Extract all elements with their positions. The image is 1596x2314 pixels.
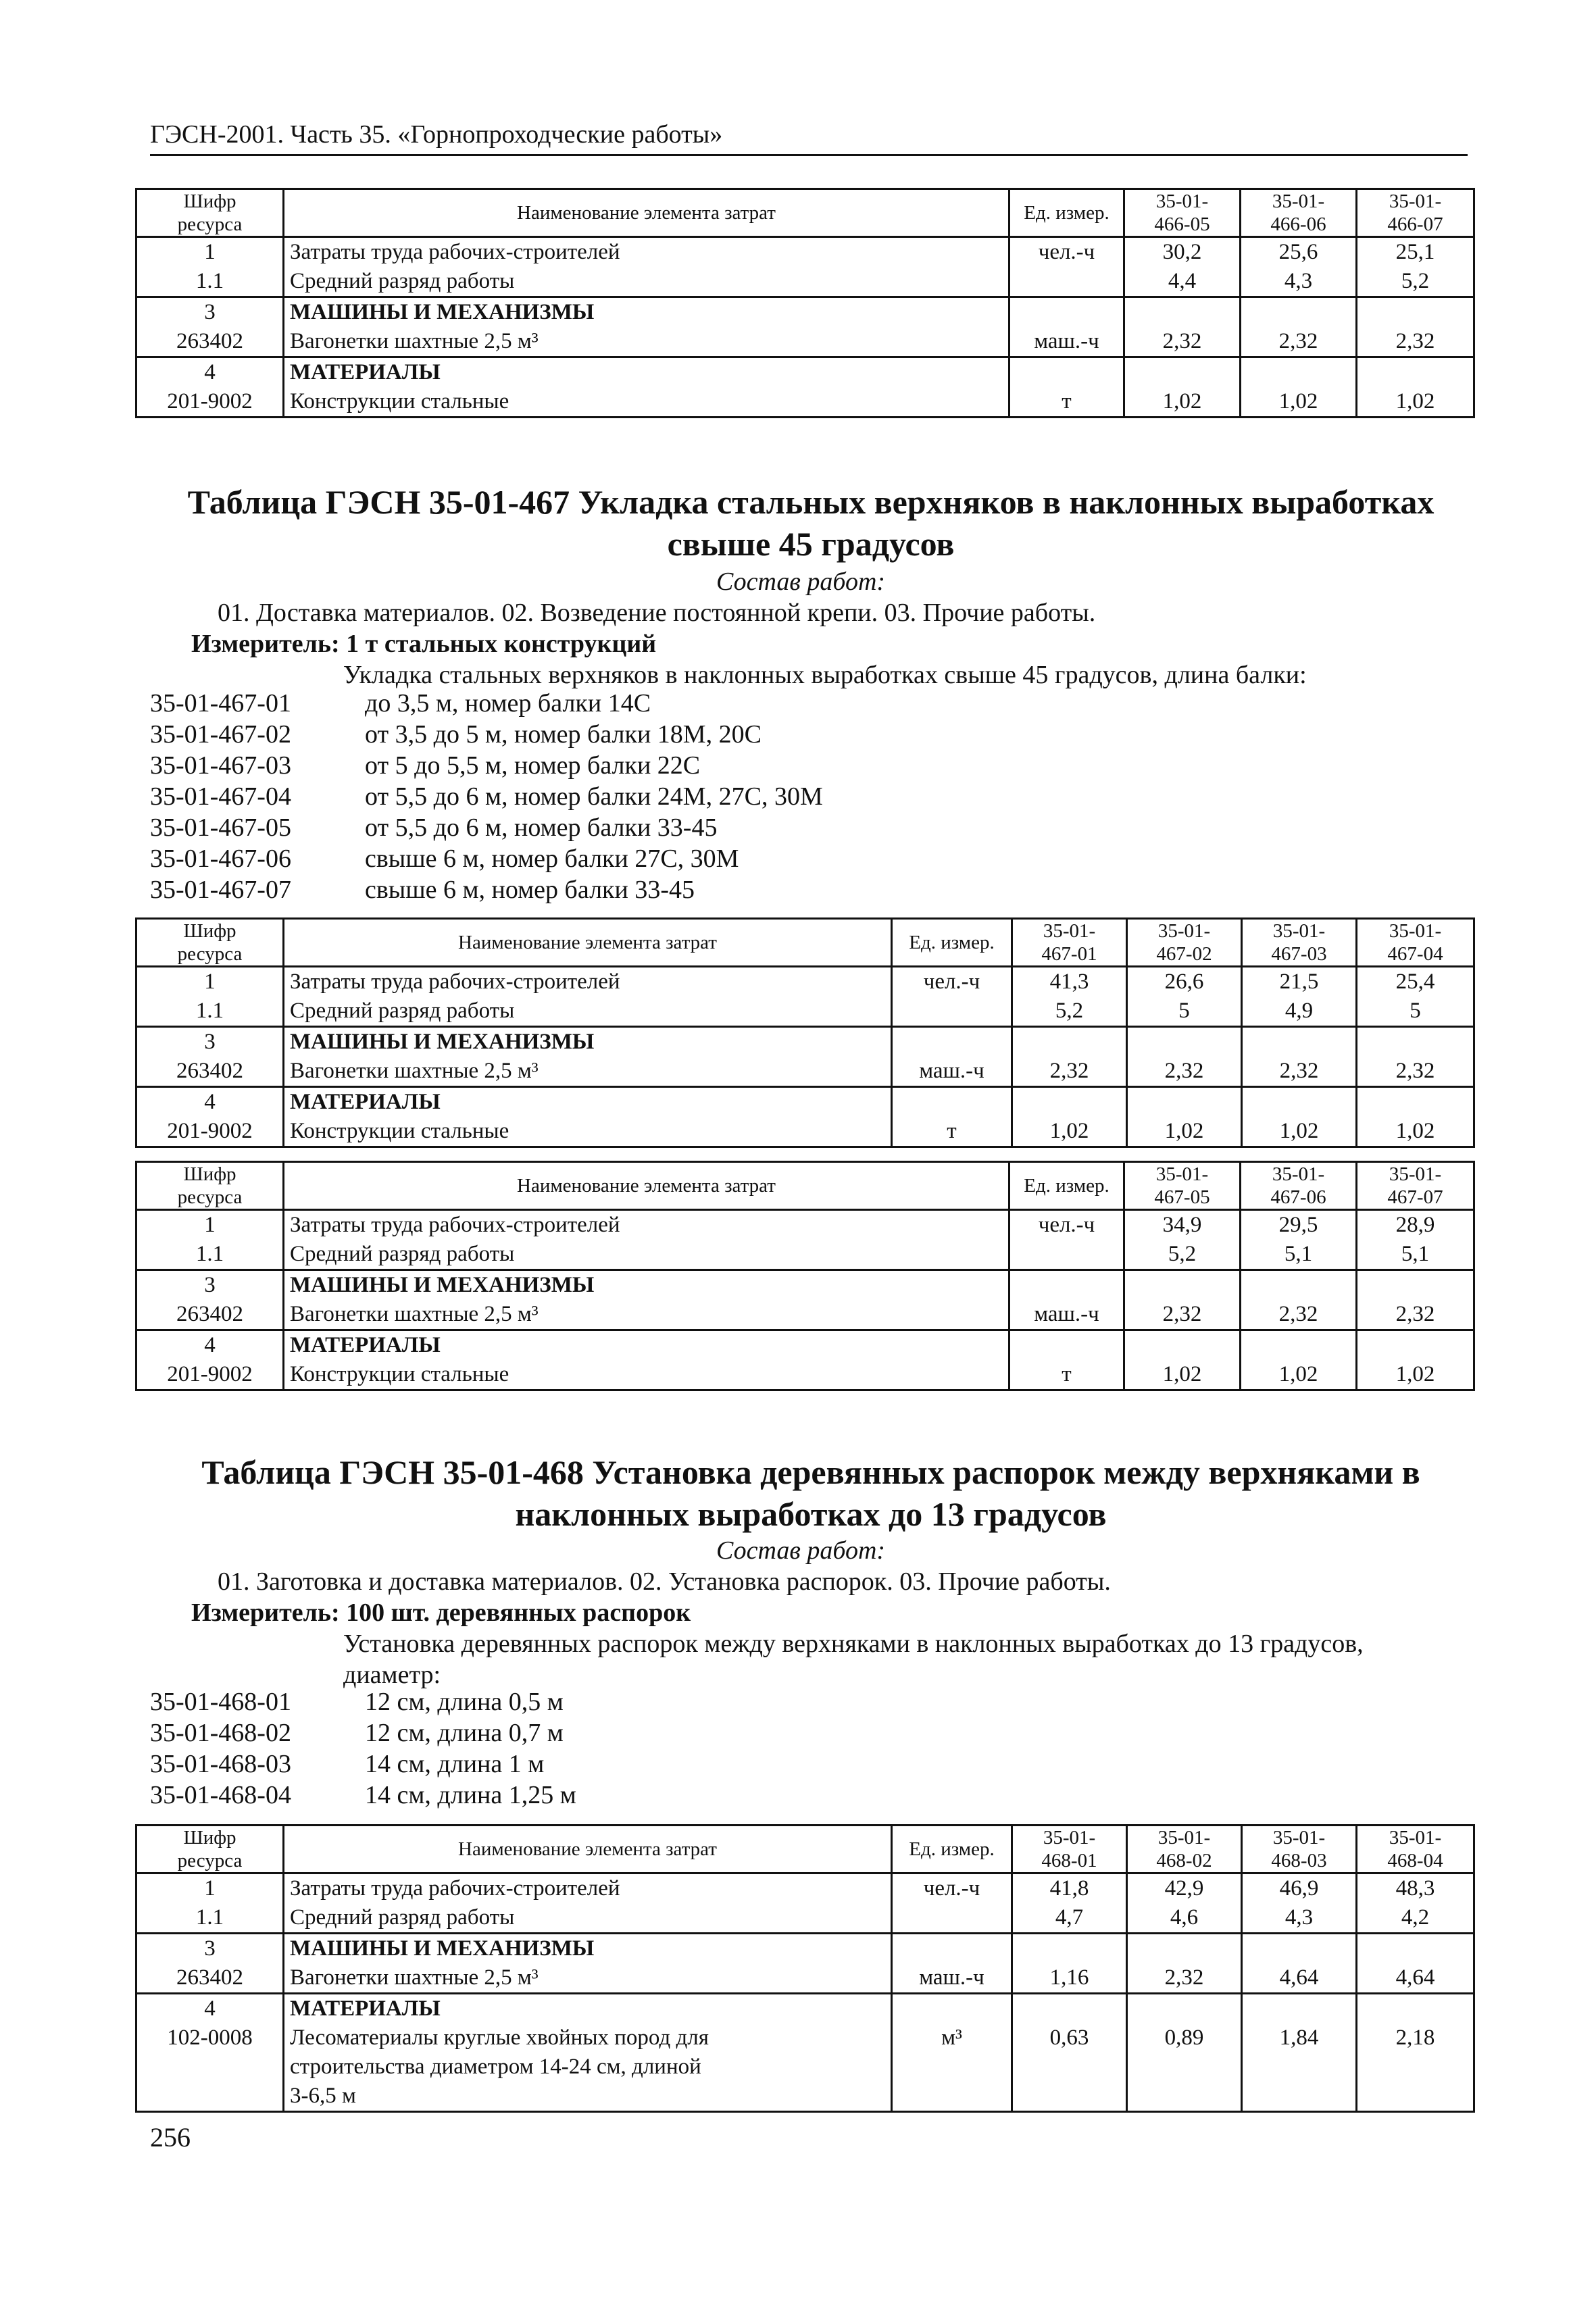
page-number: 256 <box>150 2122 191 2153</box>
row-value: 34,9 <box>1162 1213 1202 1237</box>
row-code: 102-0008 <box>167 2026 253 2050</box>
item-desc: от 3,5 до 5 м, номер балки 18М, 20С <box>365 720 762 749</box>
running-header: ГЭСН-2001. Часть 35. «Горнопроходческие работы» <box>150 119 1468 156</box>
row-value: 1,84 <box>1279 2026 1319 2050</box>
row-unit: т <box>947 1119 957 1143</box>
row-value: 4,64 <box>1279 1965 1319 1990</box>
row-value: 2,32 <box>1162 1302 1202 1326</box>
header-col-a: 35-01- <box>1389 1827 1442 1848</box>
row-section-title: МАТЕРИАЛЫ <box>290 1090 441 1114</box>
header-col-b: 468-02 <box>1156 1850 1212 1871</box>
row-name: Затраты труда рабочих-строителей <box>290 1213 620 1237</box>
row-name: Вагонетки шахтные 2,5 м³ <box>290 1965 539 1990</box>
row-name: Средний разряд работы <box>290 269 515 293</box>
row-value: 2,32 <box>1395 329 1435 353</box>
list-item <box>150 812 823 843</box>
row-unit: чел.-ч <box>892 967 1012 1027</box>
row-value: 5,2 <box>1055 999 1084 1023</box>
items-intro-line: диаметр: <box>343 1661 441 1689</box>
row-code: 3 <box>204 1030 216 1054</box>
row-unit: чел.-ч <box>1009 1210 1124 1270</box>
row-value: 4,7 <box>1055 1905 1084 1930</box>
row-code: 1.1 <box>195 1905 224 1930</box>
list-item <box>150 719 823 750</box>
header-col-a: 35-01- <box>1272 1827 1326 1848</box>
table-row-materials <box>136 1087 1474 1147</box>
row-value: 30,2 <box>1162 240 1202 264</box>
resource-table-468 <box>135 1824 1475 2113</box>
header-cipher-2: ресурса <box>177 1850 243 1871</box>
header-col-b: 467-06 <box>1270 1186 1326 1208</box>
section-467-title <box>152 481 1470 565</box>
row-value: 46,9 <box>1279 1876 1319 1901</box>
row-value: 0,89 <box>1164 2026 1204 2050</box>
row-code: 1.1 <box>195 1242 224 1266</box>
row-name: Лесоматериалы круглые хвойных пород для строительства диаметром 14-24 см, длиной 3-6,5 м <box>290 2026 709 2108</box>
row-value: 2,18 <box>1395 2026 1435 2050</box>
row-code: 3 <box>204 1936 216 1961</box>
row-name: Затраты труда рабочих-строителей <box>290 970 620 994</box>
row-value: 1,02 <box>1395 1362 1435 1386</box>
row-code: 201-9002 <box>167 389 253 413</box>
row-code: 201-9002 <box>167 1119 253 1143</box>
row-code: 4 <box>204 1090 216 1114</box>
row-value: 0,63 <box>1049 2026 1089 2050</box>
item-desc: 12 см, длина 0,5 м <box>365 1688 564 1716</box>
row-code: 1 <box>204 970 216 994</box>
row-value: 21,5 <box>1279 970 1319 994</box>
table-row-materials <box>136 357 1474 418</box>
row-value: 5 <box>1178 999 1190 1023</box>
table-row-materials <box>136 1994 1474 2112</box>
item-code: 35-01-467-07 <box>150 876 291 904</box>
list-item <box>150 750 823 781</box>
row-value: 2,32 <box>1279 1059 1319 1083</box>
row-value: 48,3 <box>1395 1876 1435 1901</box>
header-name: Наименование элемента затрат <box>284 1162 1009 1210</box>
row-value: 1,02 <box>1279 1119 1319 1143</box>
works-composition-label: Состав работ: <box>716 568 886 596</box>
header-unit: Ед. измер. <box>892 1826 1012 1873</box>
row-value: 41,3 <box>1049 970 1089 994</box>
row-value: 5,2 <box>1168 1242 1197 1266</box>
list-item <box>150 1717 576 1749</box>
row-value: 1,02 <box>1049 1119 1089 1143</box>
list-item <box>150 1780 576 1811</box>
works-list: 01. Доставка материалов. 02. Возведение постоянной крепи. 03. Прочие работы. <box>218 599 1096 627</box>
section-title-line: свыше 45 градусов <box>667 525 955 563</box>
row-code: 3 <box>204 300 216 324</box>
row-unit: маш.-ч <box>919 1059 984 1083</box>
header-col-b: 467-07 <box>1387 1186 1443 1208</box>
row-value: 4,6 <box>1170 1905 1199 1930</box>
row-name: Вагонетки шахтные 2,5 м³ <box>290 1302 539 1326</box>
list-item <box>150 843 823 874</box>
list-item <box>150 688 823 719</box>
section-468-title <box>152 1451 1470 1535</box>
table-header-row <box>136 1162 1474 1210</box>
header-unit: Ед. измер. <box>892 919 1012 967</box>
table-row-labor <box>136 1873 1474 1934</box>
header-col-a: 35-01- <box>1389 920 1442 942</box>
row-value: 4,9 <box>1285 999 1314 1023</box>
row-code: 263402 <box>176 1965 243 1990</box>
header-cipher-1: Шифр <box>183 191 236 212</box>
header-col-a: 35-01- <box>1043 920 1096 942</box>
row-value: 2,32 <box>1164 1059 1204 1083</box>
row-value: 2,32 <box>1278 329 1318 353</box>
row-value: 1,02 <box>1278 389 1318 413</box>
row-unit: чел.-ч <box>892 1873 1012 1934</box>
works-list: 01. Заготовка и доставка материалов. 02. Установка распорок. 03. Прочие работы. <box>218 1567 1111 1596</box>
header-col-a: 35-01- <box>1155 191 1209 212</box>
item-desc: от 5,5 до 6 м, номер балки 24М, 27С, 30М <box>365 782 823 811</box>
row-unit: маш.-ч <box>1034 1302 1099 1326</box>
section-title-line: наклонных выработках до 13 градусов <box>515 1495 1107 1533</box>
row-code: 1 <box>204 1876 216 1901</box>
header-col-a: 35-01- <box>1043 1827 1096 1848</box>
row-value: 4,2 <box>1401 1905 1430 1930</box>
item-desc: 14 см, длина 1,25 м <box>365 1781 576 1809</box>
row-name: Затраты труда рабочих-строителей <box>290 1876 620 1901</box>
items-intro: Укладка стальных верхняков в наклонных выработках свыше 45 градусов, длина балки: <box>343 661 1307 689</box>
item-desc: 14 см, длина 1 м <box>365 1750 545 1778</box>
row-value: 5 <box>1410 999 1421 1023</box>
header-name: Наименование элемента затрат <box>284 1826 892 1873</box>
row-section-title: МАШИНЫ И МЕХАНИЗМЫ <box>290 1936 595 1961</box>
header-cipher-1: Шифр <box>183 1827 236 1848</box>
row-value: 1,02 <box>1162 1362 1202 1386</box>
table-row-labor <box>136 237 1474 297</box>
header-col-a: 35-01- <box>1272 920 1326 942</box>
row-section-title: МАШИНЫ И МЕХАНИЗМЫ <box>290 1273 595 1297</box>
row-code: 1 <box>204 240 216 264</box>
item-code: 35-01-467-06 <box>150 845 291 873</box>
row-value: 4,3 <box>1285 1905 1314 1930</box>
header-cipher-1: Шифр <box>183 920 236 942</box>
list-item <box>150 781 823 812</box>
row-name: Вагонетки шахтные 2,5 м³ <box>290 1059 539 1083</box>
row-name: Средний разряд работы <box>290 999 515 1023</box>
row-code: 1.1 <box>195 269 224 293</box>
row-code: 263402 <box>176 1059 243 1083</box>
row-section-title: МАТЕРИАЛЫ <box>290 1996 441 2021</box>
row-name: Конструкции стальные <box>290 389 509 413</box>
item-desc: свыше 6 м, номер балки 33-45 <box>365 876 695 904</box>
row-code: 263402 <box>176 329 243 353</box>
measure-unit: Измеритель: 100 шт. деревянных распорок <box>191 1599 691 1627</box>
row-value: 4,3 <box>1284 269 1313 293</box>
row-section-title: МАШИНЫ И МЕХАНИЗМЫ <box>290 1030 595 1054</box>
item-code: 35-01-467-03 <box>150 751 291 780</box>
row-code: 4 <box>204 1333 216 1357</box>
row-value: 5,1 <box>1284 1242 1313 1266</box>
row-name: Затраты труда рабочих-строителей <box>290 240 620 264</box>
section-title-line: Таблица ГЭСН 35-01-467 Укладка стальных верхняков в наклонных выработках <box>187 483 1435 521</box>
header-unit: Ед. измер. <box>1009 1162 1124 1210</box>
item-desc: до 3,5 м, номер балки 14С <box>365 689 651 718</box>
header-col-a: 35-01- <box>1389 191 1442 212</box>
row-value: 2,32 <box>1162 329 1202 353</box>
item-code: 35-01-467-05 <box>150 813 291 842</box>
list-item <box>150 874 823 905</box>
header-col-a: 35-01- <box>1389 1163 1442 1185</box>
header-col-a: 35-01- <box>1157 1827 1211 1848</box>
item-code: 35-01-468-04 <box>150 1781 291 1809</box>
row-value: 42,9 <box>1164 1876 1204 1901</box>
header-col-a: 35-01- <box>1272 1163 1325 1185</box>
table-row-labor <box>136 967 1474 1027</box>
measure-unit: Измеритель: 1 т стальных конструкций <box>191 630 657 658</box>
table-header-row <box>136 919 1474 967</box>
item-desc: 12 см, длина 0,7 м <box>365 1719 564 1747</box>
row-code: 3 <box>204 1273 216 1297</box>
row-value: 29,5 <box>1278 1213 1318 1237</box>
header-col-b: 467-05 <box>1154 1186 1210 1208</box>
row-code: 1.1 <box>195 999 224 1023</box>
items-intro-line: Установка деревянных распорок между верхняками в наклонных выработках до 13 градусов, <box>343 1630 1364 1658</box>
header-col-b: 467-03 <box>1271 943 1327 965</box>
row-code: 4 <box>204 1996 216 2021</box>
header-cipher-2: ресурса <box>177 213 243 235</box>
table-header-row <box>136 189 1474 237</box>
row-value: 1,16 <box>1049 1965 1089 1990</box>
list-item <box>150 1749 576 1780</box>
row-name: Средний разряд работы <box>290 1242 515 1266</box>
header-name: Наименование элемента затрат <box>284 189 1009 237</box>
table-row-machines <box>136 297 1474 357</box>
header-col-b: 468-01 <box>1041 1850 1097 1871</box>
row-unit: м³ <box>941 2026 962 2050</box>
row-name: Конструкции стальные <box>290 1362 509 1386</box>
header-col-b: 466-06 <box>1270 213 1326 235</box>
row-value: 5,1 <box>1401 1242 1430 1266</box>
row-value: 4,4 <box>1168 269 1197 293</box>
items-list <box>150 1686 576 1811</box>
item-desc: свыше 6 м, номер балки 27С, 30М <box>365 845 739 873</box>
header-col-a: 35-01- <box>1155 1163 1209 1185</box>
header-col-b: 467-02 <box>1156 943 1212 965</box>
section-title-line: Таблица ГЭСН 35-01-468 Установка деревянных распорок между верхняками в <box>201 1453 1420 1491</box>
header-cipher-2: ресурса <box>177 1186 243 1208</box>
resource-table-466 <box>135 188 1475 418</box>
header-col-a: 35-01- <box>1272 191 1325 212</box>
row-value: 1,02 <box>1395 389 1435 413</box>
row-code: 4 <box>204 360 216 384</box>
row-value: 28,9 <box>1395 1213 1435 1237</box>
row-unit: т <box>1062 389 1072 413</box>
row-value: 1,02 <box>1278 1362 1318 1386</box>
items-list <box>150 688 823 905</box>
works-composition-label: Состав работ: <box>716 1536 886 1565</box>
table-row-labor <box>136 1210 1474 1270</box>
row-value: 1,02 <box>1395 1119 1435 1143</box>
row-name: Конструкции стальные <box>290 1119 509 1143</box>
list-item <box>150 1686 576 1717</box>
row-value: 2,32 <box>1164 1965 1204 1990</box>
row-unit: чел.-ч <box>1009 237 1124 297</box>
row-section-title: МАТЕРИАЛЫ <box>290 1333 441 1357</box>
item-code: 35-01-467-04 <box>150 782 291 811</box>
row-value: 2,32 <box>1395 1059 1435 1083</box>
header-cipher-1: Шифр <box>183 1163 236 1185</box>
row-unit: т <box>1062 1362 1072 1386</box>
row-unit: маш.-ч <box>1034 329 1099 353</box>
row-value: 25,6 <box>1278 240 1318 264</box>
row-name: Средний разряд работы <box>290 1905 515 1930</box>
row-value: 1,02 <box>1162 389 1202 413</box>
table-row-machines <box>136 1027 1474 1087</box>
header-col-b: 468-03 <box>1271 1850 1327 1871</box>
header-name: Наименование элемента затрат <box>284 919 892 967</box>
table-row-materials <box>136 1330 1474 1390</box>
table-row-machines <box>136 1270 1474 1330</box>
row-name: Вагонетки шахтные 2,5 м³ <box>290 329 539 353</box>
header-col-a: 35-01- <box>1157 920 1211 942</box>
row-value: 2,32 <box>1049 1059 1089 1083</box>
row-value: 41,8 <box>1049 1876 1089 1901</box>
row-value: 26,6 <box>1164 970 1204 994</box>
header-cipher-2: ресурса <box>177 943 243 965</box>
row-value: 2,32 <box>1278 1302 1318 1326</box>
header-col-b: 467-01 <box>1041 943 1097 965</box>
row-value: 25,1 <box>1395 240 1435 264</box>
row-value: 1,02 <box>1164 1119 1204 1143</box>
item-code: 35-01-468-02 <box>150 1719 291 1747</box>
item-code: 35-01-468-03 <box>150 1750 291 1778</box>
item-desc: от 5 до 5,5 м, номер балки 22С <box>365 751 701 780</box>
row-value: 25,4 <box>1395 970 1435 994</box>
item-desc: от 5,5 до 6 м, номер балки 33-45 <box>365 813 718 842</box>
table-header-row <box>136 1826 1474 1873</box>
items-intro <box>343 1628 1364 1690</box>
resource-table-467a <box>135 917 1475 1148</box>
header-unit: Ед. измер. <box>1009 189 1124 237</box>
header-col-b: 467-04 <box>1387 943 1443 965</box>
header-col-b: 466-05 <box>1154 213 1210 235</box>
header-col-b: 468-04 <box>1387 1850 1443 1871</box>
row-unit: маш.-ч <box>919 1965 984 1990</box>
row-code: 263402 <box>176 1302 243 1326</box>
item-code: 35-01-468-01 <box>150 1688 291 1716</box>
resource-table-467b <box>135 1161 1475 1391</box>
row-value: 2,32 <box>1395 1302 1435 1326</box>
row-code: 201-9002 <box>167 1362 253 1386</box>
row-section-title: МАТЕРИАЛЫ <box>290 360 441 384</box>
row-value: 5,2 <box>1401 269 1430 293</box>
row-section-title: МАШИНЫ И МЕХАНИЗМЫ <box>290 300 595 324</box>
row-code: 1 <box>204 1213 216 1237</box>
item-code: 35-01-467-02 <box>150 720 291 749</box>
item-code: 35-01-467-01 <box>150 689 291 718</box>
table-row-machines <box>136 1934 1474 1994</box>
header-col-b: 466-07 <box>1387 213 1443 235</box>
row-value: 4,64 <box>1395 1965 1435 1990</box>
